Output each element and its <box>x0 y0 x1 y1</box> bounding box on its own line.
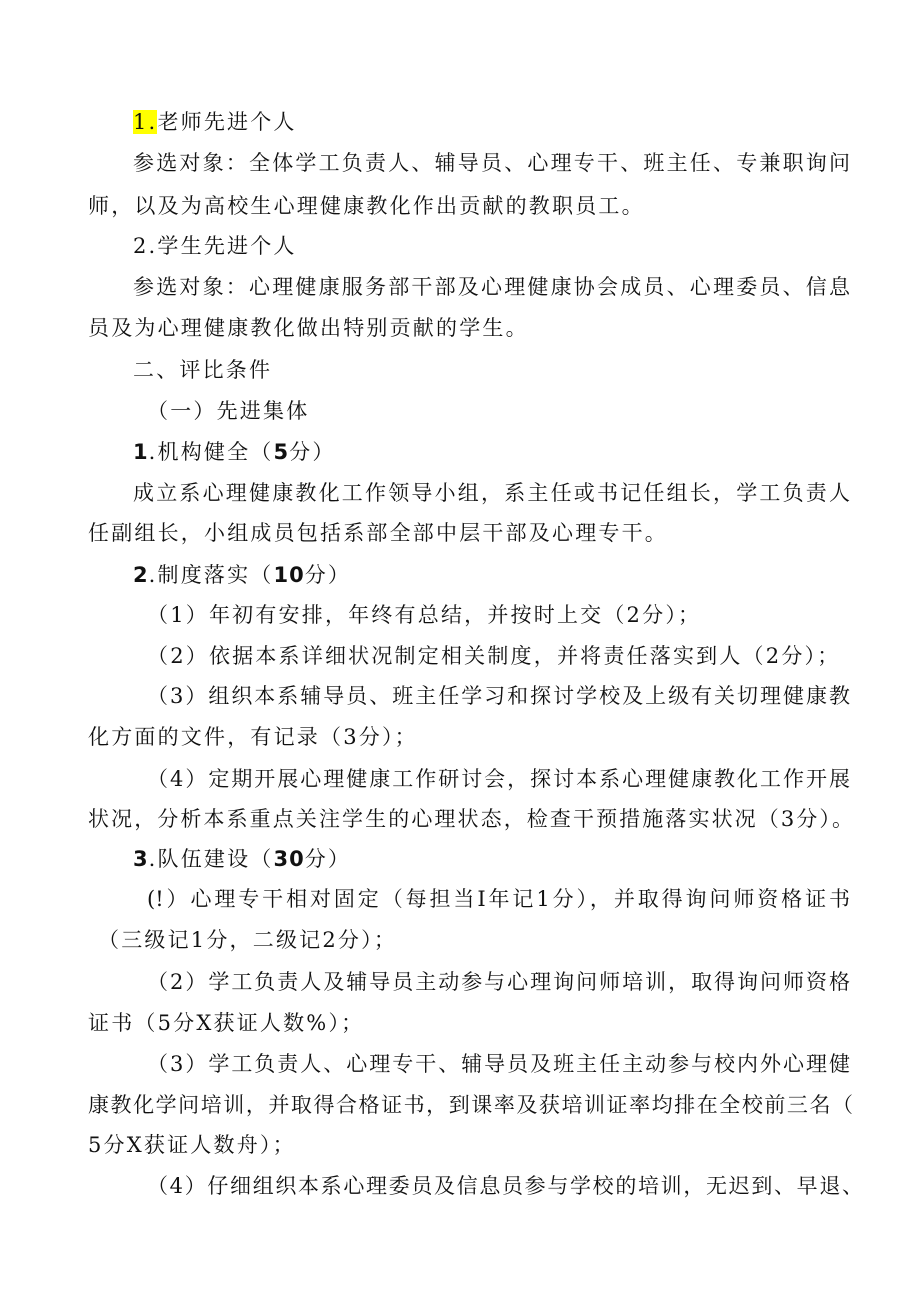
section-heading: 二、评比条件 <box>133 358 273 382</box>
item-heading: 3.队伍建设（30分） <box>133 847 352 871</box>
list-item: （2）依据本系详细状况制定相关制度，并将责任落实到人（2分）； <box>147 644 841 668</box>
subsection-heading: （一）先进集体 <box>147 399 310 423</box>
paragraph-line: 5分X获证人数舟）； <box>88 1133 296 1157</box>
item-heading: 2.制度落实（10分） <box>133 563 352 587</box>
paragraph-line: 成立系心理健康教化工作领导小组，系主任或书记任组长，学工负责人 <box>133 481 850 505</box>
list-item: （4）仔细组织本系心理委员及信息员参与学校的培训，无迟到、早退、 <box>147 1174 863 1198</box>
paragraph-line: 任副组长，小组成员包括系部全部中层干部及心理专干。 <box>88 521 668 545</box>
paragraph-line: （三级记1分，二级记2分）； <box>98 928 398 952</box>
paragraph-line: 师，以及为高校生心理健康教化作出贡献的教职员工。 <box>88 194 645 218</box>
heading-teacher-advanced: 1.老师先进个人 <box>133 110 297 134</box>
paragraph-line: 化方面的文件，有记录（3分）； <box>88 725 418 749</box>
paragraph-line: 状况，分析本系重点关注学生的心理状态，检查干预措施落实状况（3分）。 <box>88 807 853 831</box>
heading-student-advanced: 2.学生先进个人 <box>133 234 297 258</box>
list-item: （2）学工负责人及辅导员主动参与心理询问师培训，取得询问师资格 <box>147 970 850 994</box>
paragraph-line: 员及为心理健康教化做出特别贡献的学生。 <box>88 316 529 340</box>
paragraph-line: 康教化学问培训，并取得合格证书，到课率及获培训证率均排在全校前三名（ <box>88 1093 853 1117</box>
list-item: （1）年初有安排，年终有总结，并按时上交（2分）； <box>147 603 702 627</box>
paragraph-line: 参选对象：心理健康服务部干部及心理健康协会成员、心理委员、信息 <box>133 275 850 299</box>
list-item: (!）心理专干相对固定（每担当I年记1分），并取得询问师资格证书 <box>147 887 850 911</box>
list-item: （4）定期开展心理健康工作研讨会，探讨本系心理健康教化工作开展 <box>147 767 850 791</box>
paragraph-line: 参选对象：全体学工负责人、辅导员、心理专干、班主任、专兼职询问 <box>133 151 850 175</box>
list-item: （3）组织本系辅导员、班主任学习和探讨学校及上级有关切理健康教 <box>147 684 850 708</box>
list-item: （3）学工负责人、心理专干、辅导员及班主任主动参与校内外心理健 <box>147 1052 850 1076</box>
paragraph-line: 证书（5分X获证人数%）； <box>88 1011 365 1035</box>
highlight-number: 1. <box>133 110 158 134</box>
item-heading: 1.机构健全（5分） <box>133 440 336 464</box>
